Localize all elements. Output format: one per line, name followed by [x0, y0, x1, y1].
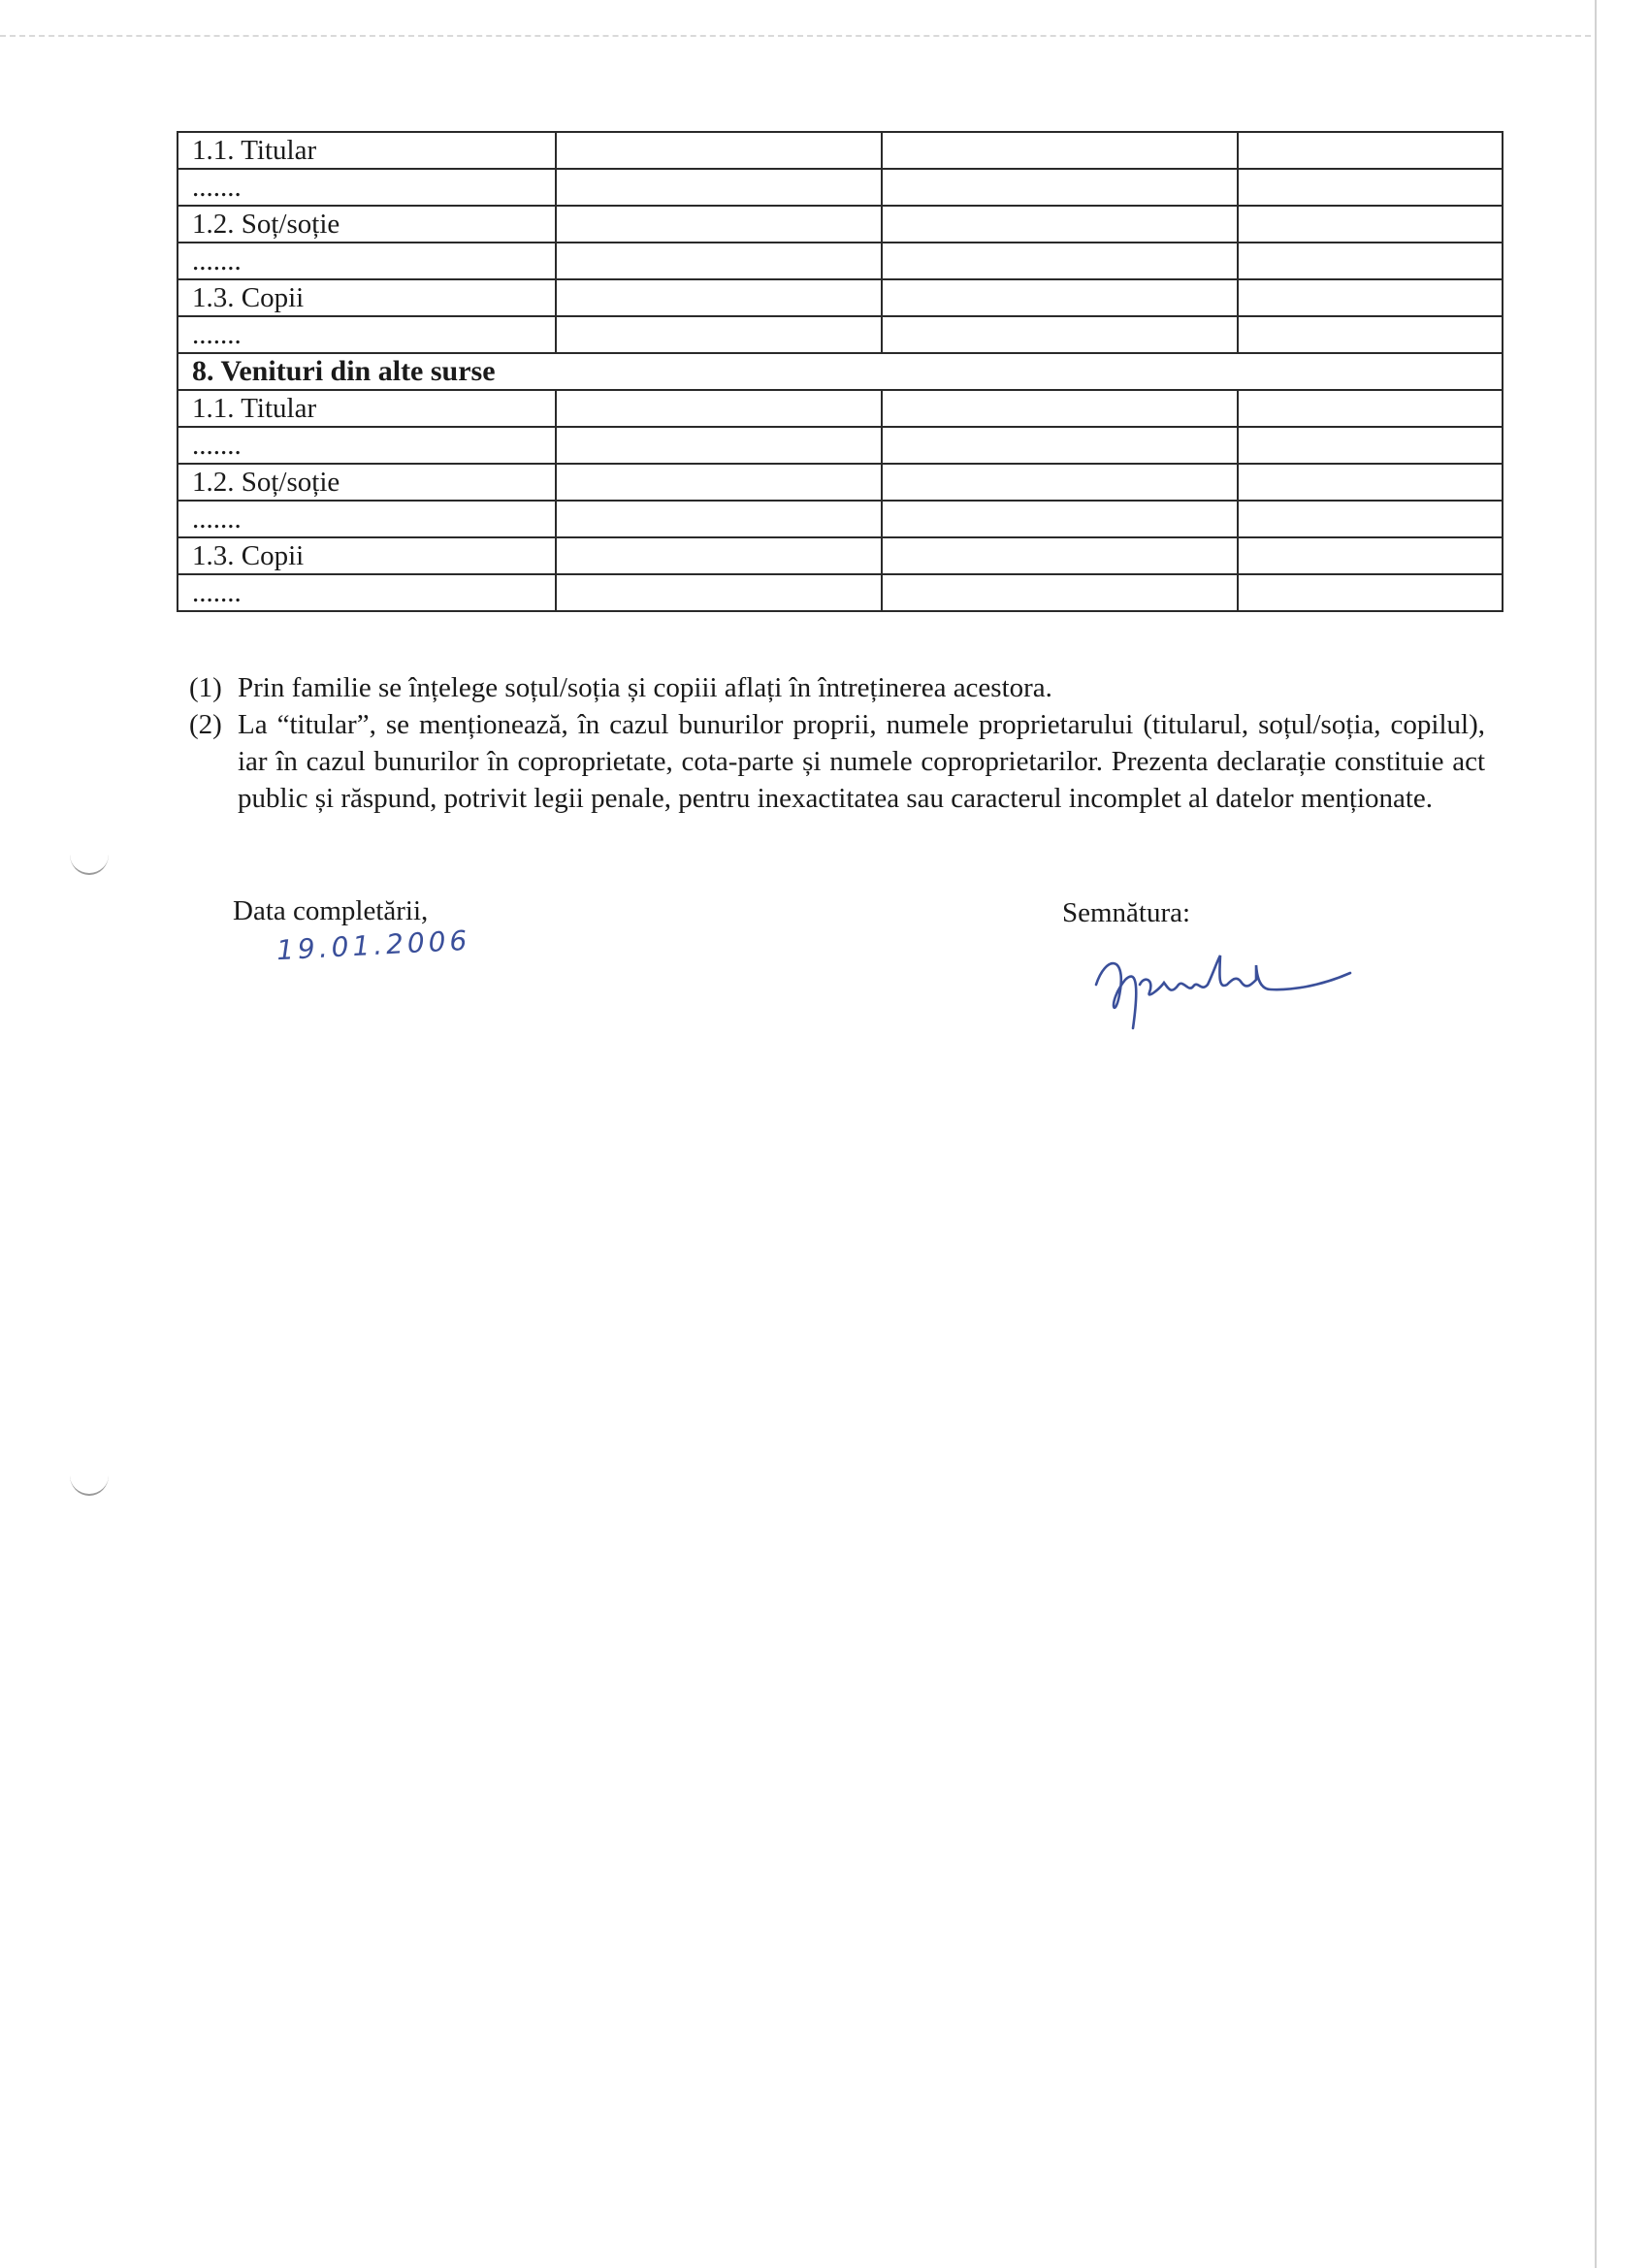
note-2-body: La “titular”, se menționează, în cazul bunurilor proprii, numele proprietarului (titularul, soțul/soția, copilul), iar în cazul bunurilor în coproprietate, cota-parte și numele coproprietarilor. [238, 709, 1485, 777]
income-table-body [178, 132, 1503, 611]
scan-edge-right [1595, 0, 1597, 2268]
empty-cell [882, 132, 1238, 169]
empty-cell [882, 537, 1238, 574]
empty-cell [556, 574, 882, 611]
empty-cell [1238, 464, 1503, 501]
table-row [178, 537, 1503, 574]
empty-cell [882, 206, 1238, 243]
row-label: 1.2. Soț/soție [178, 206, 556, 243]
empty-cell [1238, 501, 1503, 537]
empty-cell [882, 574, 1238, 611]
note-1-number: (1) [189, 672, 222, 703]
empty-cell [1238, 316, 1503, 353]
empty-cell [1238, 427, 1503, 464]
table-row [178, 243, 1503, 279]
handwritten-date: 19.01.2006 [275, 923, 472, 967]
empty-cell [882, 390, 1238, 427]
empty-cell [556, 501, 882, 537]
row-label: ....... [178, 501, 556, 537]
table-row [178, 169, 1503, 206]
note-2 [189, 706, 1485, 817]
empty-cell [1238, 537, 1503, 574]
empty-cell [882, 169, 1238, 206]
table-row [178, 132, 1503, 169]
empty-cell [556, 390, 882, 427]
empty-cell [556, 243, 882, 279]
date-label: Data completării, [233, 895, 429, 926]
declaration-text: Prezenta declarație constituie act public și răspund, potrivit legii penale, pentru inexactitatea sau caracterul incomplet al datelor menționate. [238, 746, 1486, 814]
table-row [178, 279, 1503, 316]
empty-cell [556, 169, 882, 206]
row-label: 1.3. Copii [178, 279, 556, 316]
scan-edge-top [0, 35, 1591, 41]
empty-cell [882, 243, 1238, 279]
row-label: ....... [178, 169, 556, 206]
empty-cell [1238, 132, 1503, 169]
empty-cell [1238, 169, 1503, 206]
empty-cell [882, 464, 1238, 501]
row-label: 1.1. Titular [178, 132, 556, 169]
table-row [178, 501, 1503, 537]
section-row [178, 353, 1503, 390]
note-2-number: (2) [189, 709, 222, 740]
empty-cell [556, 464, 882, 501]
table-row [178, 206, 1503, 243]
handwritten-signature [1086, 946, 1377, 1038]
punch-hole-lower [70, 1455, 109, 1496]
empty-cell [882, 427, 1238, 464]
empty-cell [882, 316, 1238, 353]
row-label: 1.3. Copii [178, 537, 556, 574]
note-1-text: Prin familie se înțelege soțul/soția și copiii aflați în întreținerea acestora. [238, 672, 1052, 703]
empty-cell [1238, 279, 1503, 316]
empty-cell [556, 279, 882, 316]
income-table [177, 131, 1504, 612]
empty-cell [1238, 206, 1503, 243]
notes-section [189, 669, 1485, 817]
note-1 [189, 669, 1485, 706]
empty-cell [882, 279, 1238, 316]
note-2-text [238, 706, 1485, 817]
empty-cell [1238, 574, 1503, 611]
empty-cell [882, 501, 1238, 537]
row-label: ....... [178, 574, 556, 611]
row-label: 1.1. Titular [178, 390, 556, 427]
signature-label: Semnătura: [1062, 897, 1191, 928]
row-label: ....... [178, 316, 556, 353]
punch-hole-upper [70, 834, 109, 875]
empty-cell [556, 132, 882, 169]
section-title: 8. Venituri din alte surse [178, 353, 1503, 390]
row-label: ....... [178, 427, 556, 464]
table-row [178, 316, 1503, 353]
empty-cell [556, 206, 882, 243]
row-label: 1.2. Soț/soție [178, 464, 556, 501]
empty-cell [1238, 390, 1503, 427]
row-label: ....... [178, 243, 556, 279]
empty-cell [556, 316, 882, 353]
table-row [178, 574, 1503, 611]
table-row [178, 390, 1503, 427]
empty-cell [556, 427, 882, 464]
table-row [178, 427, 1503, 464]
table-row [178, 464, 1503, 501]
empty-cell [556, 537, 882, 574]
empty-cell [1238, 243, 1503, 279]
